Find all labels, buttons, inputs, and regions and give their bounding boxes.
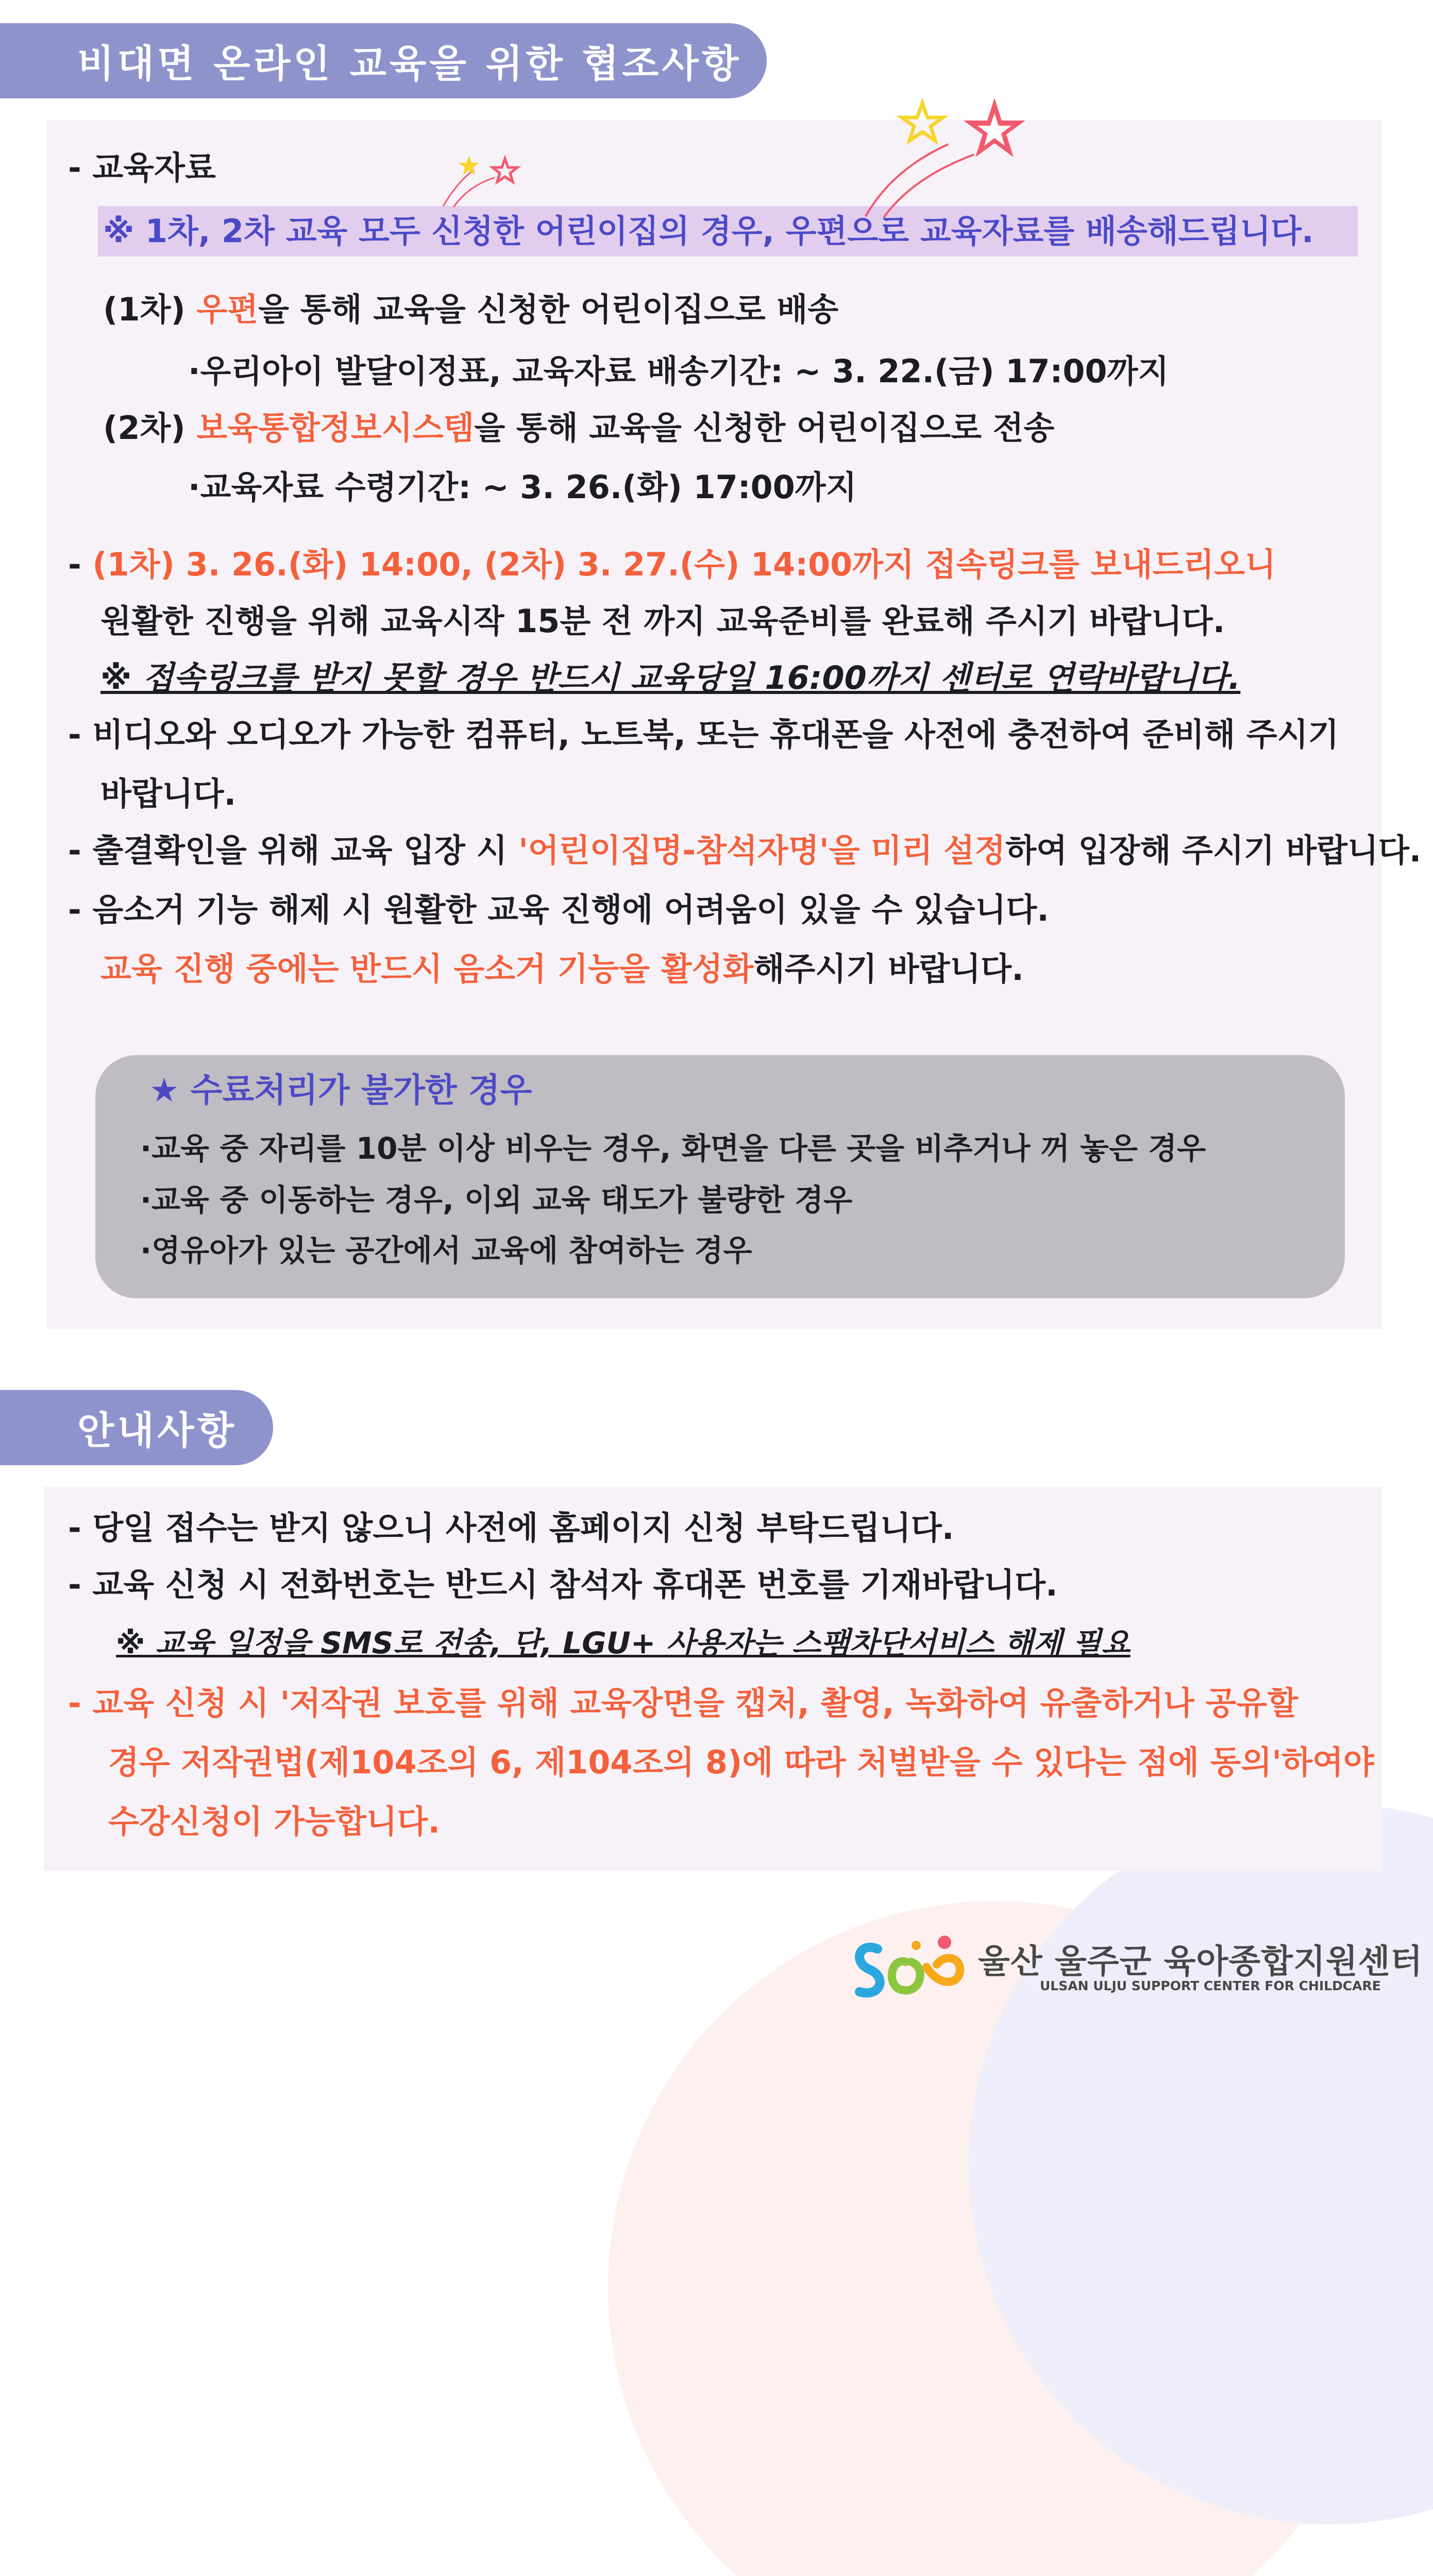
round1-rest: 을 통해 교육을 신청한 어린이집으로 배송 [258,291,839,328]
round1-line [103,291,839,328]
round1-prefix: (1차) [103,291,197,328]
attendance-highlight: '어린이집명-참석자명'을 미리 설정 [518,832,1006,869]
round1-highlight: 우편 [196,291,259,328]
sparkle-stars-small-icon [438,149,531,211]
round2-highlight: 보육통합정보시스템 [196,409,475,447]
organization-logo [849,1931,1423,2003]
round1-detail: ·우리아이 발달이정표, 교육자료 배송기간: ~ 3. 22.(금) 17:00까지 [188,352,1169,390]
attendance-line [68,832,1422,869]
notice-line1: - 당일 접수는 받지 않으니 사전에 홈페이지 신청 부탁드립니다. [68,1509,954,1547]
no-completion-title: ★ 수료처리가 불가한 경우 [149,1072,532,1110]
sms-notice: ※ 교육 일정을 SMS로 전송, 단, LGU+ 사용자는 스팸차단서비스 해제 필요 [116,1625,1131,1660]
mute-line2 [100,950,1024,988]
section-title-cooperation [0,23,767,98]
device-line2: 바랍니다. [100,775,237,812]
mute-line1: - 음소거 기능 해제 시 원활한 교육 진행에 어려움이 있을 수 있습니다. [68,891,1049,928]
attendance-prefix: - 출결확인을 위해 교육 입장 시 [68,832,518,869]
no-completion-item: ·교육 중 자리를 10분 이상 비우는 경우, 화면을 다른 곳을 비추거나 꺼 놓은 경우 [140,1131,1206,1166]
copyright-line1: - 교육 신청 시 '저작권 보호를 위해 교육장면을 캡처, 촬영, 녹화하여 유출하거나 공유할 [68,1684,1299,1722]
mute-highlight: 교육 진행 중에는 반드시 음소거 기능을 활성화 [100,950,754,988]
round2-rest: 을 통해 교육을 신청한 어린이집으로 전송 [474,409,1055,447]
notice-line2: - 교육 신청 시 전화번호는 반드시 참석자 휴대폰 번호를 기재바랍니다. [68,1566,1058,1603]
logo-mark-icon [849,1931,968,2003]
no-completion-item: ·영유아가 있는 공간에서 교육에 참여하는 경우 [140,1233,752,1268]
section-title-notice [0,1390,273,1465]
sparkle-stars-large-icon [855,88,1041,222]
organization-name-ko: 울산 울주군 육아종합지원센터 [978,1943,1423,1981]
materials-notice: ※ 1차, 2차 교육 모두 신청한 어린이집의 경우, 우편으로 교육자료를 배송해드립니다. [103,212,1314,250]
copyright-line3: 수강신청이 가능합니다. [108,1803,441,1840]
section-title-text: 비대면 온라인 교육을 위한 협조사항 [77,42,742,86]
mute-rest: 해주시기 바랍니다. [753,950,1024,988]
section-title-text: 안내사항 [77,1409,237,1453]
round2-detail: ·교육자료 수령기간: ~ 3. 26.(화) 17:00까지 [188,468,857,506]
no-completion-item: ·교육 중 이동하는 경우, 이외 교육 태도가 불량한 경우 [140,1182,853,1217]
materials-heading: - 교육자료 [68,149,216,187]
round2-line [103,409,1055,447]
attendance-rest: 하여 입장해 주시기 바랍니다. [1005,832,1422,869]
copyright-line2: 경우 저작권법(제104조의 6, 제104조의 8)에 따라 처벌받을 수 있다는 점에 동의'하여야 [108,1743,1374,1781]
device-line1: - 비디오와 오디오가 가능한 컴퓨터, 노트북, 또는 휴대폰을 사전에 충전하여 준비해 주시기 [68,716,1339,753]
round2-prefix: (2차) [103,409,197,447]
link-notice: ※ 접속링크를 받지 못할 경우 반드시 교육당일 16:00까지 센터로 연락바랍니다. [100,659,1241,697]
link-line1 [68,546,1276,583]
link-line1-text: (1차) 3. 26.(화) 14:00, (2차) 3. 27.(수) 14:00까지 접속링크를 보내드리오니 [92,546,1276,583]
link-dash: - [68,546,93,583]
link-line2: 원활한 진행을 위해 교육시작 15분 전 까지 교육준비를 완료해 주시기 바랍니다. [100,602,1225,640]
organization-name-en: ULSAN ULJU SUPPORT CENTER FOR CHILDCARE [1040,1978,1381,1993]
